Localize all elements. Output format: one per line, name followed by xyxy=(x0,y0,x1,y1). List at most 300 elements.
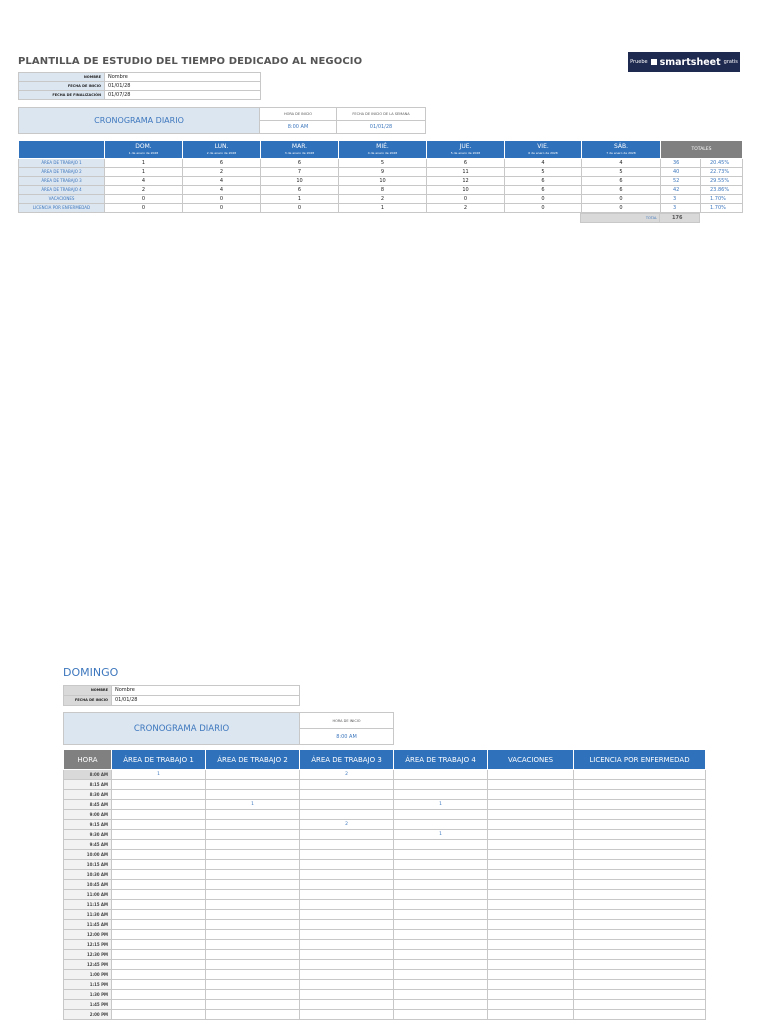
week-cell[interactable]: 10 xyxy=(261,177,339,186)
day-cell[interactable] xyxy=(488,1000,574,1010)
day-cell[interactable]: 1 xyxy=(206,800,300,810)
time-cell: 8:45 AM xyxy=(64,800,112,810)
week-cell[interactable]: 0 xyxy=(505,204,582,213)
day-cell[interactable] xyxy=(112,880,206,890)
row-percent: 23.86% xyxy=(701,186,743,195)
info-table xyxy=(18,72,261,100)
day-cell[interactable] xyxy=(488,950,574,960)
day-cell[interactable] xyxy=(488,910,574,920)
day-cell[interactable] xyxy=(300,930,394,940)
day-cell[interactable] xyxy=(206,880,300,890)
day-cell[interactable] xyxy=(394,780,488,790)
week-cell[interactable]: 6 xyxy=(505,177,582,186)
day-cell[interactable] xyxy=(574,1010,706,1020)
time-cell: 8:00 AM xyxy=(64,770,112,780)
day-cell[interactable] xyxy=(394,900,488,910)
day-header-sab xyxy=(582,141,661,159)
day-cell[interactable] xyxy=(206,920,300,930)
day-cell[interactable] xyxy=(394,980,488,990)
week-cell[interactable]: 0 xyxy=(582,195,661,204)
day-cell[interactable] xyxy=(112,870,206,880)
row-percent: 1.70% xyxy=(701,195,743,204)
day-cell[interactable] xyxy=(394,930,488,940)
day-cell[interactable] xyxy=(300,840,394,850)
week-cell[interactable]: 8 xyxy=(339,186,427,195)
day-cell[interactable] xyxy=(112,800,206,810)
week-cell[interactable]: 6 xyxy=(261,186,339,195)
day-cell[interactable] xyxy=(574,1000,706,1010)
table-row xyxy=(64,850,706,860)
table-row xyxy=(64,960,706,970)
day-name: LUN. xyxy=(214,143,229,150)
week-cell[interactable]: 6 xyxy=(582,186,661,195)
day-cell[interactable] xyxy=(112,920,206,930)
day-date: 1 de enero de 2028 xyxy=(128,151,159,155)
day-cell[interactable] xyxy=(394,960,488,970)
day-cell[interactable] xyxy=(300,880,394,890)
day-cell[interactable]: 2 xyxy=(300,820,394,830)
daily-inicio-field[interactable]: 01/01/28 xyxy=(112,696,300,706)
table-row xyxy=(64,820,706,830)
time-cell: 1:15 PM xyxy=(64,980,112,990)
day-cell[interactable]: 1 xyxy=(112,770,206,780)
day-cell[interactable] xyxy=(300,830,394,840)
day-name: SÁB. xyxy=(613,143,629,150)
day-cell[interactable] xyxy=(488,800,574,810)
day-cell[interactable] xyxy=(488,820,574,830)
day-cell[interactable] xyxy=(112,960,206,970)
time-cell: 12:45 PM xyxy=(64,960,112,970)
day-cell[interactable] xyxy=(394,870,488,880)
brand-suffix: gratis xyxy=(723,59,738,65)
day-cell[interactable] xyxy=(488,970,574,980)
day-cell[interactable] xyxy=(206,830,300,840)
day-cell[interactable] xyxy=(112,990,206,1000)
row-total: 3 xyxy=(661,204,701,213)
day-header-mar xyxy=(261,141,339,159)
day-cell[interactable] xyxy=(300,900,394,910)
brand-name: smartsheet xyxy=(659,56,721,68)
row-label: ÁREA DE TRABAJO 4 xyxy=(19,186,105,195)
day-name: VIE. xyxy=(537,143,549,150)
day-cell[interactable] xyxy=(574,900,706,910)
day-header-vie xyxy=(505,141,582,159)
table-row xyxy=(64,990,706,1000)
day-cell[interactable]: 2 xyxy=(300,770,394,780)
day-cell[interactable] xyxy=(206,770,300,780)
time-cell: 1:45 PM xyxy=(64,1000,112,1010)
day-cell[interactable] xyxy=(574,930,706,940)
week-cell[interactable]: 7 xyxy=(261,168,339,177)
daily-title: DOMINGO xyxy=(63,666,119,679)
day-cell[interactable] xyxy=(488,830,574,840)
week-cell[interactable]: 10 xyxy=(339,177,427,186)
week-cell[interactable]: 2 xyxy=(183,168,261,177)
daily-hora-field[interactable]: 8:00 AM xyxy=(300,729,394,745)
table-row xyxy=(64,770,706,780)
cronograma-box xyxy=(259,107,426,134)
time-cell: 2:00 PM xyxy=(64,1010,112,1020)
day-cell[interactable] xyxy=(300,990,394,1000)
day-date: 7 de enero de 2028 xyxy=(606,151,636,155)
row-total: 52 xyxy=(661,177,701,186)
day-cell[interactable] xyxy=(112,830,206,840)
week-cell[interactable]: 6 xyxy=(261,159,339,168)
week-cell[interactable]: 0 xyxy=(261,204,339,213)
day-cell[interactable] xyxy=(488,930,574,940)
time-cell: 1:30 PM xyxy=(64,990,112,1000)
table-row xyxy=(64,780,706,790)
day-cell[interactable] xyxy=(300,940,394,950)
fecha-fin-field[interactable]: 01/07/28 xyxy=(105,91,261,100)
row-label: ÁREA DE TRABAJO 3 xyxy=(19,177,105,186)
day-cell[interactable] xyxy=(394,1000,488,1010)
day-cell[interactable] xyxy=(488,960,574,970)
day-cell[interactable] xyxy=(394,790,488,800)
day-cell[interactable] xyxy=(112,950,206,960)
week-cell[interactable]: 6 xyxy=(582,177,661,186)
day-cell[interactable] xyxy=(206,940,300,950)
day-cell[interactable] xyxy=(300,1000,394,1010)
daily-nombre-label: NOMBRE xyxy=(64,686,112,696)
day-cell[interactable]: 1 xyxy=(394,830,488,840)
week-cell[interactable]: 4 xyxy=(105,177,183,186)
day-cell[interactable] xyxy=(394,910,488,920)
time-cell: 8:30 AM xyxy=(64,790,112,800)
week-cell[interactable]: 10 xyxy=(427,186,505,195)
week-cell[interactable]: 1 xyxy=(261,195,339,204)
week-cell[interactable]: 4 xyxy=(505,159,582,168)
week-cell[interactable]: 5 xyxy=(582,168,661,177)
smartsheet-promo-button[interactable] xyxy=(628,52,740,72)
week-cell[interactable]: 2 xyxy=(105,186,183,195)
day-cell[interactable] xyxy=(300,780,394,790)
table-row xyxy=(64,840,706,850)
day-cell[interactable] xyxy=(300,860,394,870)
table-row xyxy=(19,186,743,195)
row-percent: 20.45% xyxy=(701,159,743,168)
day-cell[interactable] xyxy=(574,780,706,790)
day-cell[interactable] xyxy=(488,790,574,800)
day-cell[interactable] xyxy=(394,860,488,870)
week-cell[interactable]: 9 xyxy=(339,168,427,177)
week-cell[interactable]: 1 xyxy=(105,168,183,177)
week-cell[interactable]: 0 xyxy=(183,204,261,213)
day-cell[interactable] xyxy=(300,980,394,990)
day-cell[interactable] xyxy=(112,900,206,910)
day-cell[interactable] xyxy=(112,820,206,830)
hora-header: HORA xyxy=(64,750,112,770)
day-cell[interactable] xyxy=(394,880,488,890)
total-label: TOTAL xyxy=(581,214,660,223)
time-cell: 9:00 AM xyxy=(64,810,112,820)
time-cell: 12:15 PM xyxy=(64,940,112,950)
week-cell[interactable]: 6 xyxy=(427,159,505,168)
week-cell[interactable]: 6 xyxy=(183,159,261,168)
day-cell[interactable] xyxy=(488,880,574,890)
day-cell[interactable] xyxy=(206,950,300,960)
day-date: 6 de enero de 2028 xyxy=(528,151,558,155)
day-cell[interactable] xyxy=(206,870,300,880)
day-cell[interactable] xyxy=(300,920,394,930)
table-row xyxy=(64,970,706,980)
day-cell[interactable] xyxy=(574,810,706,820)
day-cell[interactable] xyxy=(206,810,300,820)
week-cell[interactable]: 0 xyxy=(105,204,183,213)
day-cell[interactable] xyxy=(300,890,394,900)
day-cell[interactable] xyxy=(206,850,300,860)
day-cell[interactable] xyxy=(300,1010,394,1020)
day-cell[interactable] xyxy=(300,870,394,880)
day-cell[interactable] xyxy=(206,840,300,850)
daily-cronograma-title: CRONOGRAMA DIARIO xyxy=(63,712,300,745)
day-cell[interactable] xyxy=(112,1000,206,1010)
day-cell[interactable] xyxy=(206,1010,300,1020)
day-cell[interactable] xyxy=(300,810,394,820)
week-cell[interactable]: 2 xyxy=(339,195,427,204)
day-cell[interactable] xyxy=(394,890,488,900)
day-cell[interactable] xyxy=(574,860,706,870)
day-cell[interactable] xyxy=(488,980,574,990)
day-date: 4 de enero de 2028 xyxy=(367,151,398,155)
day-cell[interactable] xyxy=(488,770,574,780)
row-total: 3 xyxy=(661,195,701,204)
day-cell[interactable] xyxy=(112,780,206,790)
week-cell[interactable]: 1 xyxy=(105,159,183,168)
row-label: LICENCIA POR ENFERMEDAD xyxy=(19,204,105,213)
day-cell[interactable] xyxy=(206,960,300,970)
day-cell[interactable] xyxy=(394,850,488,860)
day-cell[interactable] xyxy=(574,920,706,930)
table-row xyxy=(64,790,706,800)
hora-inicio-label: HORA DE INICIO xyxy=(260,108,337,121)
day-cell[interactable] xyxy=(488,990,574,1000)
day-cell[interactable] xyxy=(488,870,574,880)
week-cell[interactable]: 6 xyxy=(505,186,582,195)
weekly-table xyxy=(18,140,743,213)
day-cell[interactable] xyxy=(488,840,574,850)
day-cell[interactable] xyxy=(112,910,206,920)
smartsheet-logo-icon xyxy=(651,59,657,65)
semana-inicio-field[interactable]: 01/01/28 xyxy=(337,121,426,134)
day-cell[interactable] xyxy=(206,790,300,800)
day-cell[interactable] xyxy=(206,900,300,910)
day-cell[interactable] xyxy=(574,770,706,780)
day-cell[interactable] xyxy=(574,970,706,980)
daily-inicio-label: FECHA DE INICIO xyxy=(64,696,112,706)
week-cell[interactable]: 0 xyxy=(505,195,582,204)
day-cell[interactable] xyxy=(112,980,206,990)
day-cell[interactable] xyxy=(300,950,394,960)
fecha-inicio-label: FECHA DE INICIO xyxy=(19,82,105,91)
day-name: JUE. xyxy=(459,143,472,150)
day-cell[interactable] xyxy=(574,790,706,800)
day-cell[interactable] xyxy=(206,860,300,870)
day-cell[interactable] xyxy=(206,1000,300,1010)
day-cell[interactable] xyxy=(206,890,300,900)
day-cell[interactable] xyxy=(206,990,300,1000)
day-cell[interactable] xyxy=(112,790,206,800)
row-percent: 29.55% xyxy=(701,177,743,186)
week-cell[interactable]: 2 xyxy=(427,204,505,213)
day-cell[interactable] xyxy=(488,890,574,900)
day-cell[interactable] xyxy=(394,970,488,980)
day-cell[interactable] xyxy=(488,920,574,930)
day-cell[interactable] xyxy=(112,1010,206,1020)
time-cell: 1:00 PM xyxy=(64,970,112,980)
row-total: 36 xyxy=(661,159,701,168)
table-row xyxy=(64,860,706,870)
table-row xyxy=(64,1000,706,1010)
day-cell[interactable] xyxy=(206,930,300,940)
week-cell[interactable]: 4 xyxy=(582,159,661,168)
day-cell[interactable] xyxy=(574,960,706,970)
day-cell[interactable] xyxy=(574,800,706,810)
day-cell[interactable]: 1 xyxy=(394,800,488,810)
day-cell[interactable] xyxy=(394,840,488,850)
table-row xyxy=(64,800,706,810)
table-row xyxy=(64,920,706,930)
time-cell: 12:30 PM xyxy=(64,950,112,960)
table-row xyxy=(64,1010,706,1020)
daily-hora-label: HORA DE INICIO xyxy=(300,713,394,729)
daily-nombre-field[interactable]: Nombre xyxy=(112,686,300,696)
day-cell[interactable] xyxy=(488,860,574,870)
day-cell[interactable] xyxy=(112,890,206,900)
week-cell[interactable]: 0 xyxy=(582,204,661,213)
cronograma-title: CRONOGRAMA DIARIO xyxy=(18,107,260,134)
day-cell[interactable] xyxy=(488,1010,574,1020)
day-cell[interactable] xyxy=(574,950,706,960)
day-cell[interactable] xyxy=(574,830,706,840)
fecha-inicio-field[interactable]: 01/01/28 xyxy=(105,82,261,91)
day-cell[interactable] xyxy=(394,770,488,780)
week-cell[interactable]: 5 xyxy=(505,168,582,177)
day-cell[interactable] xyxy=(574,910,706,920)
day-cell[interactable] xyxy=(206,980,300,990)
table-row xyxy=(19,159,743,168)
day-cell[interactable] xyxy=(488,810,574,820)
day-cell[interactable] xyxy=(300,960,394,970)
table-row xyxy=(64,830,706,840)
day-date: 5 de enero de 2028 xyxy=(450,151,481,155)
table-row xyxy=(19,195,743,204)
week-cell[interactable]: 12 xyxy=(427,177,505,186)
day-cell[interactable] xyxy=(112,810,206,820)
row-label: ÁREA DE TRABAJO 1 xyxy=(19,159,105,168)
time-cell: 12:00 PM xyxy=(64,930,112,940)
day-cell[interactable] xyxy=(394,820,488,830)
day-cell[interactable] xyxy=(300,970,394,980)
day-cell[interactable] xyxy=(574,870,706,880)
nombre-label: NOMBRE xyxy=(19,73,105,82)
semana-inicio-label: FECHA DE INICIO DE LA SEMANA xyxy=(337,108,426,121)
time-cell: 10:00 AM xyxy=(64,850,112,860)
day-header-mie xyxy=(339,141,427,159)
grand-total xyxy=(580,213,700,223)
day-cell[interactable] xyxy=(394,1010,488,1020)
nombre-field[interactable]: Nombre xyxy=(105,73,261,82)
day-cell[interactable] xyxy=(488,780,574,790)
day-cell[interactable] xyxy=(206,780,300,790)
day-cell[interactable] xyxy=(574,880,706,890)
day-cell[interactable] xyxy=(300,790,394,800)
day-cell[interactable] xyxy=(394,940,488,950)
day-cell[interactable] xyxy=(574,990,706,1000)
day-cell[interactable] xyxy=(574,980,706,990)
hora-inicio-field[interactable]: 8:00 AM xyxy=(260,121,337,134)
day-cell[interactable] xyxy=(300,850,394,860)
table-row xyxy=(64,930,706,940)
day-cell[interactable] xyxy=(300,800,394,810)
day-cell[interactable] xyxy=(206,910,300,920)
time-cell: 11:15 AM xyxy=(64,900,112,910)
week-cell[interactable]: 4 xyxy=(183,186,261,195)
day-cell[interactable] xyxy=(394,920,488,930)
day-cell[interactable] xyxy=(206,970,300,980)
row-label: VACACIONES xyxy=(19,195,105,204)
page-title: PLANTILLA DE ESTUDIO DEL TIEMPO DEDICADO AL NEGOCIO xyxy=(18,56,363,67)
week-cell[interactable]: 0 xyxy=(105,195,183,204)
table-row xyxy=(19,204,743,213)
time-cell: 10:15 AM xyxy=(64,860,112,870)
day-cell[interactable] xyxy=(574,840,706,850)
time-cell: 10:45 AM xyxy=(64,880,112,890)
day-cell[interactable] xyxy=(394,810,488,820)
day-cell[interactable] xyxy=(112,940,206,950)
table-row xyxy=(64,950,706,960)
table-row xyxy=(64,900,706,910)
day-cell[interactable] xyxy=(394,950,488,960)
brand-prefix: Pruebe xyxy=(630,59,648,65)
time-cell: 10:30 AM xyxy=(64,870,112,880)
row-percent: 22.73% xyxy=(701,168,743,177)
day-cell[interactable] xyxy=(300,910,394,920)
day-cell[interactable] xyxy=(112,930,206,940)
table-row xyxy=(19,168,743,177)
day-cell[interactable] xyxy=(574,890,706,900)
table-row xyxy=(64,980,706,990)
week-cell[interactable]: 4 xyxy=(183,177,261,186)
day-cell[interactable] xyxy=(206,820,300,830)
day-cell[interactable] xyxy=(112,970,206,980)
table-row xyxy=(19,177,743,186)
week-cell[interactable]: 0 xyxy=(427,195,505,204)
day-cell[interactable] xyxy=(112,860,206,870)
row-percent: 1.70% xyxy=(701,204,743,213)
day-cell[interactable] xyxy=(112,850,206,860)
table-row xyxy=(64,880,706,890)
week-cell[interactable]: 11 xyxy=(427,168,505,177)
day-cell[interactable] xyxy=(112,840,206,850)
day-cell[interactable] xyxy=(488,850,574,860)
daily-hora-box xyxy=(299,712,394,745)
day-header-dom xyxy=(105,141,183,159)
day-cell[interactable] xyxy=(574,820,706,830)
fecha-fin-label: FECHA DE FINALIZACIÓN xyxy=(19,91,105,100)
area4-header: ÁREA DE TRABAJO 4 xyxy=(394,750,488,770)
day-cell[interactable] xyxy=(574,940,706,950)
day-name: MAR. xyxy=(291,143,308,150)
day-cell[interactable] xyxy=(488,940,574,950)
week-cell[interactable]: 5 xyxy=(339,159,427,168)
day-cell[interactable] xyxy=(488,900,574,910)
week-cell[interactable]: 1 xyxy=(339,204,427,213)
day-cell[interactable] xyxy=(394,990,488,1000)
day-date: 2 de enero de 2028 xyxy=(206,151,237,155)
day-cell[interactable] xyxy=(574,850,706,860)
week-cell[interactable]: 0 xyxy=(183,195,261,204)
